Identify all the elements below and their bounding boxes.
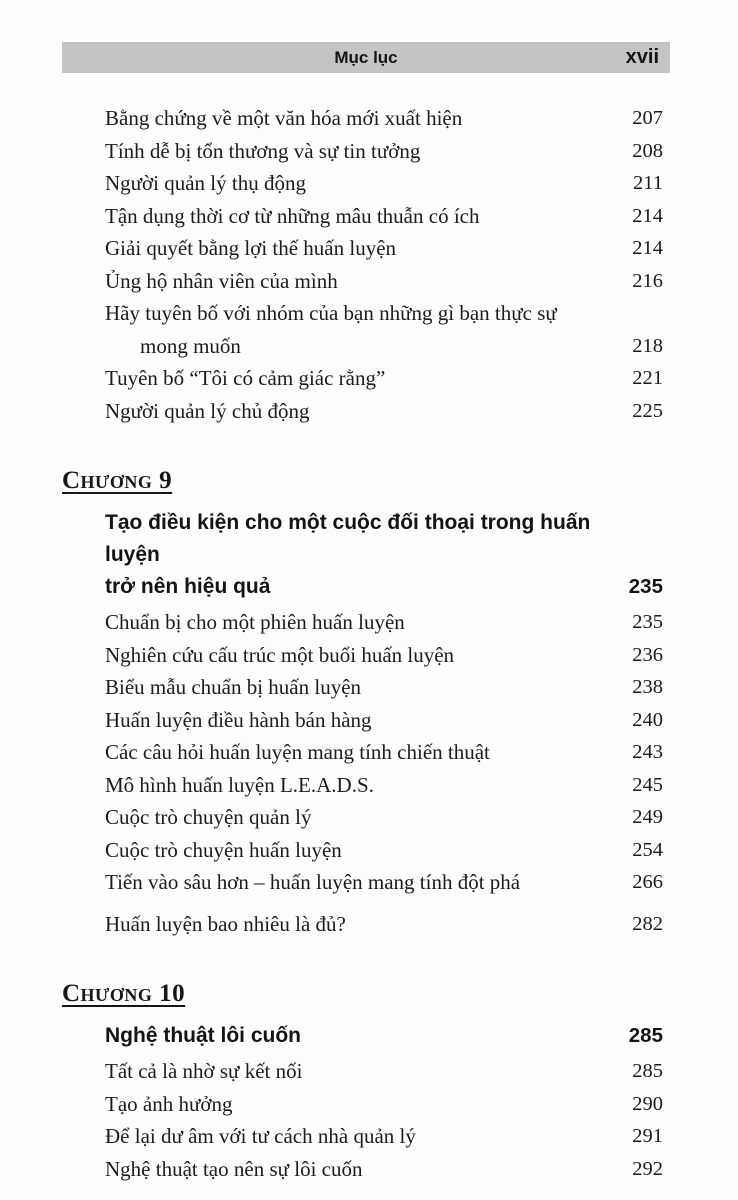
toc-entry [62,297,663,362]
toc-entry [62,362,663,395]
toc-entry-page-number: 214 [632,237,663,259]
toc-entry-title: Chuẩn bị cho một phiên huấn luyện [105,610,405,634]
toc-entry-title: Tạo ảnh hưởng [105,1091,233,1116]
toc-entry [62,167,663,200]
toc-entry-title: Tuyên bố “Tôi có cảm giác rằng” [105,366,386,390]
toc-entry-page-number: 254 [632,838,663,861]
toc-entry-title: Tiến vào sâu hơn – huấn luyện mang tính đột phá [105,870,521,894]
toc-entry-page-number: 216 [632,269,663,292]
toc-entry-page-number: 214 [632,204,663,227]
toc-entry-title: Bằng chứng về một văn hóa mới xuất hiện [105,106,463,130]
toc-section [62,102,663,427]
toc-entry-page-number: 236 [632,643,663,666]
toc-entry-title: Người quản lý thụ động [105,171,306,195]
toc-section [62,977,663,1185]
toc-entry [62,102,663,135]
toc-entry-page-number: 221 [632,367,663,389]
toc-entry [62,769,663,802]
toc-entry-page-number: 208 [632,139,663,162]
toc-entry-title: Huấn luyện điều hành bán hàng [105,707,372,732]
toc-entry [62,1088,663,1121]
toc-entry-title: Huấn luyện bao nhiêu là đủ? [105,911,346,936]
toc-entry-title: Tất cả là nhờ sự kết nối [105,1059,303,1083]
chapter-heading: Chương 9 [62,467,173,494]
toc-entry-page-number: 235 [632,611,663,633]
toc-entry-title: Cuộc trò chuyện huấn luyện [105,837,342,862]
toc-entry-title: Biểu mẫu chuẩn bị huấn luyện [105,675,362,699]
toc-entry-page-number: 291 [632,1125,663,1147]
chapter-title-row [62,507,663,603]
toc-entry [62,1055,663,1088]
toc-entry [62,639,663,672]
toc-entry-title: Tận dụng thời cơ từ những mâu thuẫn có ích [105,203,480,228]
toc-entry-title: Để lại dư âm với tư cách nhà quản lý [105,1124,416,1148]
toc-entry [62,135,663,168]
toc-entry-title: Giải quyết bằng lợi thế huấn luyện [105,236,397,260]
toc-entry-title: Mô hình huấn luyện L.E.A.D.S. [105,772,374,797]
toc-entry [62,671,663,704]
header-title: Mục lục [334,48,398,67]
toc-entry-page-number: 282 [632,912,663,935]
toc-entry-page-number: 218 [632,334,663,357]
chapter-title-page-number: 285 [628,1024,663,1047]
toc-entry [62,200,663,233]
chapter-title-row [62,1020,663,1052]
toc-entry [62,232,663,265]
chapter-title-page-number: 235 [628,575,663,598]
toc-entry [62,736,663,769]
toc-section [62,464,663,940]
toc-entry [62,1153,663,1186]
toc-entry [62,834,663,867]
toc-entry [62,265,663,298]
toc-entry-page-number: 243 [632,741,663,763]
chapter-title: Nghệ thuật lôi cuốn [105,1024,301,1047]
toc-entry-page-number: 290 [632,1092,663,1115]
toc-entry-title: Cuộc trò chuyện quản lý [105,805,312,829]
toc-entry-page-number: 207 [632,107,663,129]
toc-list [62,102,663,1185]
toc-entry-page-number: 225 [632,399,663,422]
toc-entry [62,1120,663,1153]
toc-entry-title: Các câu hỏi huấn luyện mang tính chiến thuật [105,740,490,764]
toc-entry-title: Nghiên cứu cấu trúc một buổi huấn luyện [105,642,455,667]
toc-entry [62,395,663,428]
toc-entry-page-number: 249 [632,806,663,828]
toc-entry-page-number: 245 [632,773,663,796]
toc-entry [62,866,663,899]
header-page-number: xvii [625,46,659,68]
toc-entry-title: Hãy tuyên bố với nhóm của bạn những gì bạn thực sự mong muốn [105,301,557,358]
toc-entry-title: Người quản lý chủ động [105,398,310,423]
toc-entry-page-number: 292 [632,1157,663,1180]
page-header-bar [62,42,670,73]
chapter-title: Tạo điều kiện cho một cuộc đối thoại trong huấn luyện trở nên hiệu quả [105,511,591,598]
toc-entry-title: Ủng hộ nhân viên của mình [105,268,338,293]
toc-entry-page-number: 266 [632,871,663,893]
toc-entry-title: Nghệ thuật tạo nên sự lôi cuốn [105,1156,363,1181]
toc-entry-page-number: 238 [632,676,663,698]
toc-entry [62,801,663,834]
toc-entry-page-number: 285 [632,1060,663,1082]
toc-entry-page-number: 211 [633,172,663,194]
toc-entry [62,908,663,941]
toc-entry-title: Tính dễ bị tổn thương và sự tin tưởng [105,138,421,163]
toc-entry-page-number: 240 [632,708,663,731]
chapter-heading: Chương 10 [62,980,186,1007]
toc-entry [62,704,663,737]
toc-entry [62,606,663,639]
